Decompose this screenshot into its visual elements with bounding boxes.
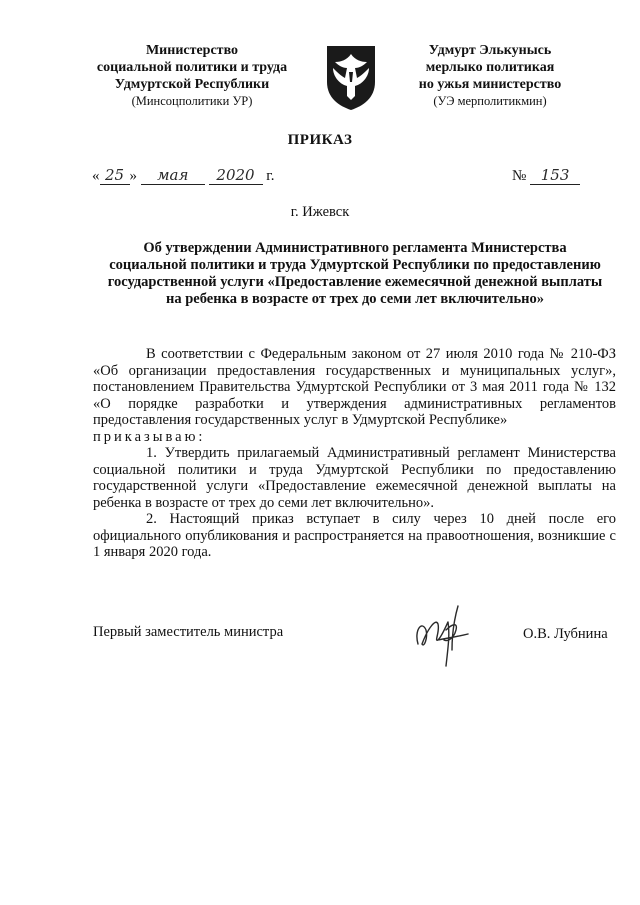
subject-line2: социальной политики и труда Удмуртской Республики по предоставлению <box>109 257 601 273</box>
number-label: № <box>512 168 527 184</box>
ministry-header-russian <box>72 42 312 110</box>
date-suffix: г. <box>266 168 275 184</box>
signer-name: О.В. Лубнина <box>523 626 608 642</box>
ministry-name-line2: социальной политики и труда <box>96 60 288 75</box>
order-word: приказываю: <box>93 428 206 445</box>
subject-line3: государственной услуги «Предоставление ежемесячной денежной выплаты <box>107 274 603 290</box>
number-value: 153 <box>530 166 580 185</box>
order-item-1: 1. Утвердить прилагаемый Административный регламент Министерства социальной политики и труда Удмуртской Республики по предоставлению государственной услуги «Предоставление ежемесячной денежной выплаты на ребенка в возрасте от трех до семи лет включительно». <box>93 445 616 511</box>
ministry-name-line3: Удмуртской Республики <box>114 77 270 92</box>
preamble-paragraph: В соответствии с Федеральным законом от 27 июля 2010 года № 210-ФЗ «Об организации предоставления государственных и муниципальных услуг», постановлением Правительства Удмуртской Республики от 3 мая 2011 года № 132 «О порядке разработки и утверждения административных регламентов предоставления государственных услуг в Удмуртской Республике» <box>93 346 616 428</box>
document-type-title: ПРИКАЗ <box>287 132 353 148</box>
date-month: мая <box>141 166 205 185</box>
order-body <box>93 346 616 561</box>
ministry-name-line1: Министерство <box>145 43 239 58</box>
ministry-udm-line2: мерлыко политикая <box>425 60 555 75</box>
order-number <box>512 166 580 185</box>
handwritten-signature-icon <box>408 600 478 670</box>
order-subject <box>90 240 620 308</box>
subject-line4: на ребенка в возрасте от трех до семи лет включительно» <box>165 291 544 307</box>
ministry-udm-short-name: (УЭ мерполитикмин) <box>433 94 547 108</box>
ministry-header-udmurt <box>370 42 610 110</box>
signer-position: Первый заместитель министра <box>93 624 284 640</box>
order-item-2: 2. Настоящий приказ вступает в силу через 10 дней после его официального опубликования и распространяется на правоотношения, возникшие с 1 января 2020 года. <box>93 511 616 560</box>
date-day: 25 <box>100 166 130 185</box>
ministry-udm-line3: но ужья министерство <box>418 77 562 92</box>
order-date <box>92 166 274 185</box>
date-year: 2020 <box>209 166 263 185</box>
date-close-quote: » <box>129 168 137 184</box>
ministry-short-name: (Минсоцполитики УР) <box>131 94 253 108</box>
subject-line1: Об утверждении Административного регламента Министерства <box>143 240 567 256</box>
ministry-udm-line1: Удмурт Элькунысь <box>428 43 552 58</box>
date-open-quote: « <box>92 168 100 184</box>
city: г. Ижевск <box>290 204 350 220</box>
